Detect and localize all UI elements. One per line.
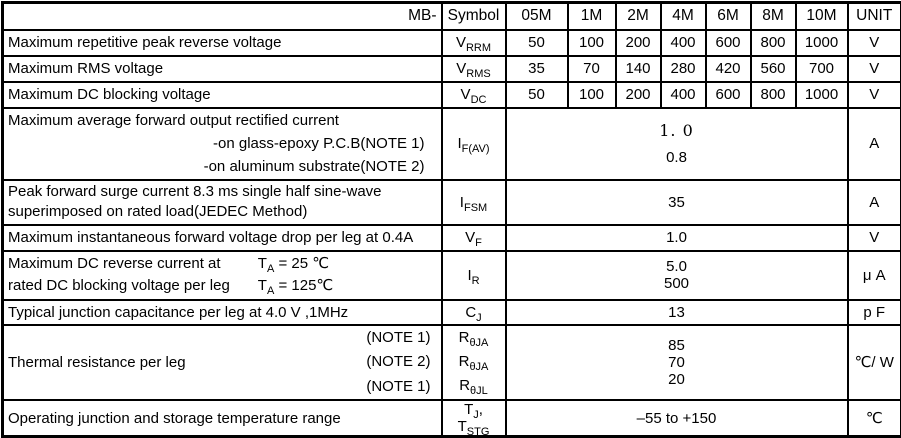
symbol-sub: θJA [469, 337, 488, 349]
param-label: Maximum average forward output rectified current [8, 109, 437, 132]
symbol-cell [442, 400, 506, 437]
param-cell: Maximum repetitive peak reverse voltage [3, 30, 442, 56]
param-condition-2: -on aluminum substrate(NOTE 2) [8, 155, 437, 178]
unit-cell: V [848, 82, 901, 108]
value-cell: 600 [706, 30, 751, 56]
param-cell [3, 108, 442, 180]
param-label: Thermal resistance per leg [8, 354, 186, 371]
symbol-cell [442, 30, 506, 56]
value-line-3: 20 [511, 371, 843, 388]
datasheet-ratings-table-page [0, 1, 901, 433]
table-row-vdc [3, 82, 901, 108]
table-row-cj [3, 300, 901, 325]
table-row-thermal [3, 325, 901, 401]
symbol-line-1 [447, 326, 501, 350]
value-cell-merged [506, 108, 848, 180]
unit-cell: p F [848, 300, 901, 325]
value-line-1: 1. 0 [511, 117, 843, 144]
symbol-base: V [461, 86, 471, 103]
param-label-line-2: superimposed on rated load(JEDEC Method) [8, 202, 437, 222]
symbol-sub: DC [471, 94, 487, 106]
value-cell: 600 [706, 82, 751, 108]
symbol-cell [442, 251, 506, 300]
value-cell: 420 [706, 56, 751, 82]
symbol-base: R [459, 377, 470, 394]
unit-cell: V [848, 225, 901, 251]
corner-header-series: MB- [3, 3, 442, 30]
value-cell: 1000 [796, 30, 848, 56]
max-ratings-table [1, 1, 901, 438]
param-label-line-2: rated DC blocking voltage per leg [8, 275, 230, 297]
value-cell-merged [506, 325, 848, 401]
param-cell [3, 251, 442, 300]
unit-cell: A [848, 108, 901, 180]
condition-symbol-sub: A [267, 285, 274, 297]
condition-line-2 [258, 275, 333, 297]
symbol-cell [442, 56, 506, 82]
symbol-base: R [459, 329, 470, 346]
condition-symbol: T [258, 277, 267, 294]
symbol-base: R [459, 353, 470, 370]
test-conditions [258, 253, 333, 297]
table-row-ifsm [3, 180, 901, 225]
value-cell: 200 [616, 30, 661, 56]
value-cell: 560 [751, 56, 796, 82]
col-header-6m: 6M [706, 3, 751, 30]
col-header-4m: 4M [661, 3, 706, 30]
value-cell: 100 [568, 82, 616, 108]
symbol-sub: θJA [469, 361, 488, 373]
col-header-05m: 05M [506, 3, 568, 30]
value-cell: 100 [568, 30, 616, 56]
value-line-2: 500 [511, 275, 843, 292]
value-cell: 50 [506, 30, 568, 56]
symbol-cell [442, 180, 506, 225]
symbol-base: V [456, 34, 466, 51]
value-cell-merged: 13 [506, 300, 848, 325]
param-cell [3, 325, 442, 401]
col-header-2m: 2M [616, 3, 661, 30]
symbol-base: I [460, 194, 464, 211]
symbol-sub: F(AV) [462, 143, 490, 155]
param-label-line-1: Peak forward surge current 8.3 ms single half sine-wave [8, 182, 437, 202]
value-cell: 400 [661, 82, 706, 108]
symbol-sub: θJL [470, 385, 488, 397]
symbol-cell [442, 82, 506, 108]
table-row-vrms [3, 56, 901, 82]
value-cell-merged [506, 251, 848, 300]
value-line-2: 70 [511, 354, 843, 371]
table-row-tstg [3, 400, 901, 437]
note-ref-3: (NOTE 1) [366, 375, 430, 400]
value-cell: 35 [506, 56, 568, 82]
value-cell-merged: 35 [506, 180, 848, 225]
symbol-line-3 [447, 374, 501, 398]
value-cell: 1000 [796, 82, 848, 108]
value-cell: 50 [506, 82, 568, 108]
unit-cell: μ A [848, 251, 901, 300]
param-cell: Maximum RMS voltage [3, 56, 442, 82]
table-row-ir [3, 251, 901, 300]
value-line-2: 0.8 [511, 144, 843, 171]
value-cell: 800 [751, 30, 796, 56]
col-header-10m: 10M [796, 3, 848, 30]
table-row-vrrm [3, 30, 901, 56]
value-cell: 700 [796, 56, 848, 82]
symbol-line-2 [447, 350, 501, 374]
note-ref-1: (NOTE 1) [366, 326, 430, 351]
value-cell-merged: 1.0 [506, 225, 848, 251]
value-cell: 800 [751, 82, 796, 108]
symbol-sub: RRM [466, 42, 491, 54]
unit-cell: A [848, 180, 901, 225]
value-line-1: 5.0 [511, 258, 843, 275]
table-header-row [3, 3, 901, 30]
symbol-sub: J [476, 312, 482, 324]
condition-value: = 125℃ [274, 277, 333, 294]
param-cell: Operating junction and storage temperature range [3, 400, 442, 437]
symbol-base-2: , T [458, 401, 483, 435]
condition-value: = 25 ℃ [274, 255, 329, 272]
unit-cell: V [848, 30, 901, 56]
symbol-base: V [456, 60, 466, 77]
symbol-sub-2: STG [467, 426, 490, 437]
condition-symbol: T [258, 255, 267, 272]
symbol-cell [442, 108, 506, 180]
unit-cell: ℃/ W [848, 325, 901, 401]
col-header-symbol: Symbol [442, 3, 506, 30]
value-cell: 280 [661, 56, 706, 82]
param-label [8, 253, 230, 297]
symbol-cell [442, 325, 506, 401]
symbol-sub: J [473, 409, 479, 421]
symbol-sub: F [475, 237, 482, 249]
symbol-cell [442, 300, 506, 325]
symbol-base: I [467, 267, 471, 284]
value-cell: 200 [616, 82, 661, 108]
value-cell: 140 [616, 56, 661, 82]
param-label-line-1: Maximum DC reverse current at [8, 253, 230, 275]
note-references [366, 326, 436, 400]
condition-line-1 [258, 253, 333, 275]
symbol-sub: R [472, 275, 480, 287]
condition-symbol-sub: A [267, 263, 274, 275]
param-condition-1: -on glass-epoxy P.C.B(NOTE 1) [8, 132, 437, 155]
param-cell: Maximum DC blocking voltage [3, 82, 442, 108]
table-row-vf [3, 225, 901, 251]
param-cell: Typical junction capacitance per leg at 4.0 V ,1MHz [3, 300, 442, 325]
value-cell: 70 [568, 56, 616, 82]
value-line-1: 85 [511, 337, 843, 354]
table-row-ifav [3, 108, 901, 180]
value-cell-merged: –55 to +150 [506, 400, 848, 437]
param-cell: Maximum instantaneous forward voltage drop per leg at 0.4A [3, 225, 442, 251]
value-cell: 400 [661, 30, 706, 56]
symbol-base: T [464, 401, 473, 418]
param-cell [3, 180, 442, 225]
symbol-cell [442, 225, 506, 251]
note-ref-2: (NOTE 2) [366, 350, 430, 375]
symbol-base: V [465, 229, 475, 246]
col-header-1m: 1M [568, 3, 616, 30]
unit-cell: ℃ [848, 400, 901, 437]
symbol-sub: FSM [464, 202, 487, 214]
col-header-unit: UNIT [848, 3, 901, 30]
symbol-base: I [457, 135, 461, 152]
symbol-sub: RMS [466, 68, 490, 80]
symbol-base: C [465, 304, 476, 321]
col-header-8m: 8M [751, 3, 796, 30]
unit-cell: V [848, 56, 901, 82]
